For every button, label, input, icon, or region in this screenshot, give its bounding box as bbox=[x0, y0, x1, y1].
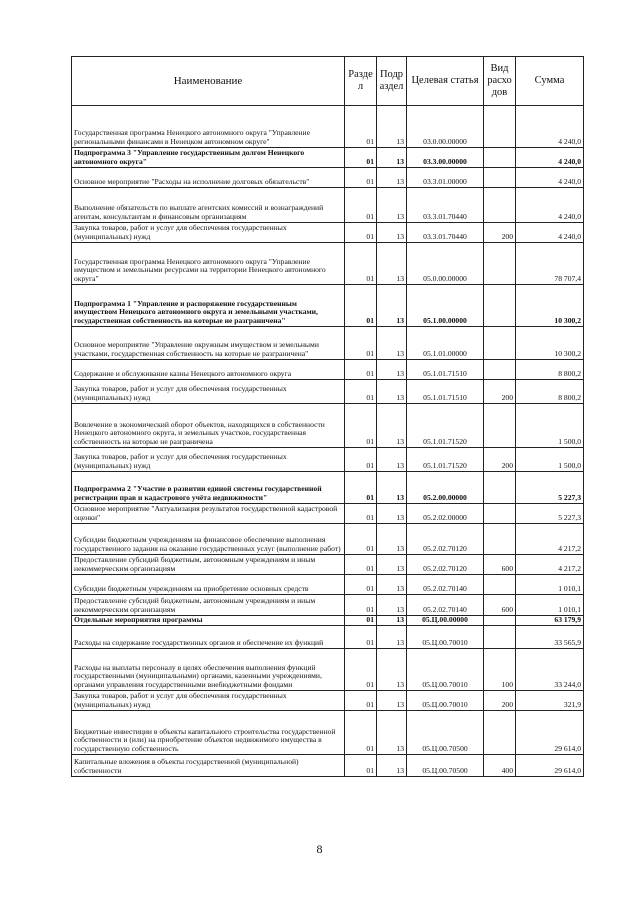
row-section: 01 bbox=[345, 243, 377, 285]
budget-table bbox=[71, 56, 584, 777]
row-target-article: 05.1.01.71510 bbox=[407, 380, 484, 404]
row-section: 01 bbox=[345, 616, 377, 626]
row-amount: 33 244,0 bbox=[516, 649, 584, 691]
row-name: Основное мероприятие "Управление окружным имуществом и земельными участками, государственная собственность на которые не разграничена" bbox=[72, 327, 345, 360]
row-expense-type bbox=[484, 285, 516, 327]
row-amount: 4 240,0 bbox=[516, 106, 584, 148]
row-target-article: 05.1.00.00000 bbox=[407, 285, 484, 327]
row-subsection: 13 bbox=[377, 404, 407, 448]
row-name: Предоставление субсидий бюджетным, автономным учреждениям и иным некоммерческим организациям bbox=[72, 595, 345, 616]
row-target-article: 05.2.02.70120 bbox=[407, 524, 484, 555]
row-subsection: 13 bbox=[377, 380, 407, 404]
row-section: 01 bbox=[345, 711, 377, 755]
row-target-article: 05.1.01.71510 bbox=[407, 360, 484, 380]
row-subsection: 13 bbox=[377, 223, 407, 243]
table-row bbox=[72, 524, 584, 555]
row-target-article: 05.Ц.00.70010 bbox=[407, 626, 484, 649]
row-amount: 4 240,0 bbox=[516, 223, 584, 243]
row-target-article: 05.Ц.00.70010 bbox=[407, 649, 484, 691]
table-row bbox=[72, 755, 584, 777]
row-section: 01 bbox=[345, 755, 377, 777]
row-name: Бюджетные инвестиции в объекты капитального строительства государственной собственности и (или) на приобретение объектов недвижимого имущества в государственную собственность bbox=[72, 711, 345, 755]
row-target-article: 05.Ц.00.70500 bbox=[407, 755, 484, 777]
row-expense-type bbox=[484, 504, 516, 524]
row-target-article: 05.1.01.71520 bbox=[407, 404, 484, 448]
row-subsection: 13 bbox=[377, 285, 407, 327]
row-amount: 29 614,0 bbox=[516, 711, 584, 755]
table-row bbox=[72, 285, 584, 327]
header-name: Наименование bbox=[72, 57, 345, 106]
row-amount: 33 565,9 bbox=[516, 626, 584, 649]
row-amount: 78 707,4 bbox=[516, 243, 584, 285]
table-row bbox=[72, 106, 584, 148]
row-section: 01 bbox=[345, 404, 377, 448]
row-section: 01 bbox=[345, 380, 377, 404]
row-expense-type bbox=[484, 711, 516, 755]
row-amount: 1 010,1 bbox=[516, 575, 584, 595]
row-target-article: 05.Ц.00.70010 bbox=[407, 691, 484, 711]
row-subsection: 13 bbox=[377, 472, 407, 504]
row-name: Закупка товаров, работ и услуг для обеспечения государственных (муниципальных) нужд bbox=[72, 691, 345, 711]
row-subsection: 13 bbox=[377, 691, 407, 711]
row-expense-type: 400 bbox=[484, 755, 516, 777]
row-section: 01 bbox=[345, 575, 377, 595]
row-section: 01 bbox=[345, 106, 377, 148]
row-section: 01 bbox=[345, 524, 377, 555]
row-subsection: 13 bbox=[377, 148, 407, 168]
row-expense-type bbox=[484, 106, 516, 148]
row-section: 01 bbox=[345, 360, 377, 380]
row-target-article: 05.2.02.70140 bbox=[407, 575, 484, 595]
row-expense-type: 200 bbox=[484, 380, 516, 404]
row-amount: 1 010,1 bbox=[516, 595, 584, 616]
row-expense-type bbox=[484, 360, 516, 380]
row-name: Подпрограмма 2 "Участие в развитии единой системы государственной регистрации прав и кадастрового учёта недвижимости" bbox=[72, 472, 345, 504]
row-expense-type: 100 bbox=[484, 649, 516, 691]
row-expense-type bbox=[484, 575, 516, 595]
table-row bbox=[72, 243, 584, 285]
row-amount: 4 240,0 bbox=[516, 188, 584, 223]
row-amount: 29 614,0 bbox=[516, 755, 584, 777]
row-section: 01 bbox=[345, 448, 377, 472]
row-subsection: 13 bbox=[377, 711, 407, 755]
row-subsection: 13 bbox=[377, 504, 407, 524]
table-row bbox=[72, 223, 584, 243]
row-section: 01 bbox=[345, 148, 377, 168]
row-target-article: 05.Ц.00.70500 bbox=[407, 711, 484, 755]
row-amount: 10 300,2 bbox=[516, 285, 584, 327]
row-subsection: 13 bbox=[377, 188, 407, 223]
table-row bbox=[72, 148, 584, 168]
row-section: 01 bbox=[345, 188, 377, 223]
table-row bbox=[72, 360, 584, 380]
row-target-article: 05.1.01.00000 bbox=[407, 327, 484, 360]
table-row bbox=[72, 616, 584, 626]
row-target-article: 03.3.01.00000 bbox=[407, 168, 484, 188]
row-amount: 4 240,0 bbox=[516, 148, 584, 168]
row-subsection: 13 bbox=[377, 626, 407, 649]
row-amount: 8 800,2 bbox=[516, 380, 584, 404]
row-section: 01 bbox=[345, 285, 377, 327]
row-amount: 1 500,0 bbox=[516, 404, 584, 448]
row-name: Подпрограмма 1 "Управление и распоряжение государственным имуществом Ненецкого автономного округа и земельными участками, государственная собственность на которые не разграничена" bbox=[72, 285, 345, 327]
row-name: Капитальные вложения в объекты государственной (муниципальной) собственности bbox=[72, 755, 345, 777]
table-body bbox=[72, 106, 584, 777]
row-expense-type bbox=[484, 168, 516, 188]
row-name: Расходы на выплаты персоналу в целях обеспечения выполнения функций государственными (муниципальными) органами, казенными учреждениями, органами управления государственными внебюджетными фондами bbox=[72, 649, 345, 691]
row-subsection: 13 bbox=[377, 360, 407, 380]
row-section: 01 bbox=[345, 223, 377, 243]
row-amount: 5 227,3 bbox=[516, 504, 584, 524]
row-section: 01 bbox=[345, 649, 377, 691]
table-row bbox=[72, 472, 584, 504]
row-amount: 5 227,3 bbox=[516, 472, 584, 504]
table-row bbox=[72, 575, 584, 595]
table-row bbox=[72, 504, 584, 524]
row-target-article: 05.2.02.00000 bbox=[407, 504, 484, 524]
row-target-article: 05.2.02.70140 bbox=[407, 595, 484, 616]
row-section: 01 bbox=[345, 504, 377, 524]
row-amount: 10 300,2 bbox=[516, 327, 584, 360]
row-expense-type: 600 bbox=[484, 595, 516, 616]
row-expense-type: 200 bbox=[484, 448, 516, 472]
header-amount: Сумма bbox=[516, 57, 584, 106]
row-subsection: 13 bbox=[377, 524, 407, 555]
row-subsection: 13 bbox=[377, 649, 407, 691]
row-target-article: 05.2.02.70120 bbox=[407, 555, 484, 575]
row-expense-type bbox=[484, 188, 516, 223]
row-section: 01 bbox=[345, 691, 377, 711]
row-name: Субсидии бюджетным учреждениям на финансовое обеспечение выполнения государственного задания на оказание государственных услуг (выполнение работ) bbox=[72, 524, 345, 555]
row-name: Отдельные мероприятия программы bbox=[72, 616, 345, 626]
row-expense-type bbox=[484, 243, 516, 285]
header-expense-type: Вид расхо дов bbox=[484, 57, 516, 106]
row-amount: 8 800,2 bbox=[516, 360, 584, 380]
row-name: Основное мероприятие "Расходы на исполнение долговых обязательств" bbox=[72, 168, 345, 188]
row-subsection: 13 bbox=[377, 755, 407, 777]
header-section: Разде л bbox=[345, 57, 377, 106]
row-section: 01 bbox=[345, 168, 377, 188]
row-section: 01 bbox=[345, 555, 377, 575]
row-subsection: 13 bbox=[377, 575, 407, 595]
row-amount: 4 240,0 bbox=[516, 168, 584, 188]
row-subsection: 13 bbox=[377, 327, 407, 360]
row-target-article: 03.3.01.70440 bbox=[407, 223, 484, 243]
header-target-article: Целевая статья bbox=[407, 57, 484, 106]
row-expense-type bbox=[484, 148, 516, 168]
table-row bbox=[72, 595, 584, 616]
row-expense-type bbox=[484, 472, 516, 504]
row-target-article: 03.0.00.00000 bbox=[407, 106, 484, 148]
row-target-article: 05.2.00.00000 bbox=[407, 472, 484, 504]
row-target-article: 03.3.00.00000 bbox=[407, 148, 484, 168]
row-name: Закупка товаров, работ и услуг для обеспечения государственных (муниципальных) нужд bbox=[72, 223, 345, 243]
row-section: 01 bbox=[345, 472, 377, 504]
table-header-row bbox=[72, 57, 584, 106]
row-amount: 63 179,9 bbox=[516, 616, 584, 626]
row-subsection: 13 bbox=[377, 168, 407, 188]
table-row bbox=[72, 711, 584, 755]
row-subsection: 13 bbox=[377, 243, 407, 285]
row-name: Закупка товаров, работ и услуг для обеспечения государственных (муниципальных) нужд bbox=[72, 448, 345, 472]
page-number: 8 bbox=[316, 842, 323, 856]
row-subsection: 13 bbox=[377, 106, 407, 148]
row-target-article: 03.3.01.70440 bbox=[407, 188, 484, 223]
row-name: Субсидии бюджетным учреждениям на приобретение основных средств bbox=[72, 575, 345, 595]
row-name: Содержание и обслуживание казны Ненецкого автономного округа bbox=[72, 360, 345, 380]
row-expense-type bbox=[484, 524, 516, 555]
table-row bbox=[72, 327, 584, 360]
row-expense-type bbox=[484, 616, 516, 626]
row-name: Расходы на содержание государственных органов и обеспечение их функций bbox=[72, 626, 345, 649]
row-amount: 321,9 bbox=[516, 691, 584, 711]
row-subsection: 13 bbox=[377, 616, 407, 626]
table-row bbox=[72, 168, 584, 188]
table-row bbox=[72, 649, 584, 691]
row-expense-type: 200 bbox=[484, 223, 516, 243]
table-row bbox=[72, 691, 584, 711]
row-subsection: 13 bbox=[377, 595, 407, 616]
header-subsection: Подр аздел bbox=[377, 57, 407, 106]
row-section: 01 bbox=[345, 327, 377, 360]
row-name: Подпрограмма 3 "Управление государственным долгом Ненецкого автономного округа" bbox=[72, 148, 345, 168]
table-row bbox=[72, 380, 584, 404]
row-target-article: 05.1.01.71520 bbox=[407, 448, 484, 472]
row-section: 01 bbox=[345, 626, 377, 649]
table-row bbox=[72, 404, 584, 448]
row-amount: 1 500,0 bbox=[516, 448, 584, 472]
row-expense-type bbox=[484, 404, 516, 448]
table-row bbox=[72, 448, 584, 472]
row-subsection: 13 bbox=[377, 555, 407, 575]
row-expense-type bbox=[484, 626, 516, 649]
table-row bbox=[72, 555, 584, 575]
row-section: 01 bbox=[345, 595, 377, 616]
row-expense-type: 600 bbox=[484, 555, 516, 575]
row-amount: 4 217,2 bbox=[516, 524, 584, 555]
row-name: Основное мероприятие "Актуализация результатов государственной кадастровой оценки" bbox=[72, 504, 345, 524]
row-name: Государственная программа Ненецкого автономного округа "Управление имуществом и земельными ресурсами на территории Ненецкого автономного округа" bbox=[72, 243, 345, 285]
table-row bbox=[72, 188, 584, 223]
row-name: Государственная программа Ненецкого автономного округа "Управление региональными финансами в Ненецком автономном округе" bbox=[72, 106, 345, 148]
row-amount: 4 217,2 bbox=[516, 555, 584, 575]
row-target-article: 05.Ц.00.00000 bbox=[407, 616, 484, 626]
row-expense-type: 200 bbox=[484, 691, 516, 711]
row-subsection: 13 bbox=[377, 448, 407, 472]
row-name: Предоставление субсидий бюджетным, автономным учреждениям и иным некоммерческим организациям bbox=[72, 555, 345, 575]
table-row bbox=[72, 626, 584, 649]
row-name: Выполнение обязательств по выплате агентских комиссий и вознаграждений агентам, консультантам и финансовым организациям bbox=[72, 188, 345, 223]
row-name: Закупка товаров, работ и услуг для обеспечения государственных (муниципальных) нужд bbox=[72, 380, 345, 404]
row-expense-type bbox=[484, 327, 516, 360]
row-target-article: 05.0.00.00000 bbox=[407, 243, 484, 285]
row-name: Вовлечение в экономический оборот объектов, находящихся в собственности Ненецкого автономного округа, и земельных участков, государственная собственность на которые не разграничена bbox=[72, 404, 345, 448]
